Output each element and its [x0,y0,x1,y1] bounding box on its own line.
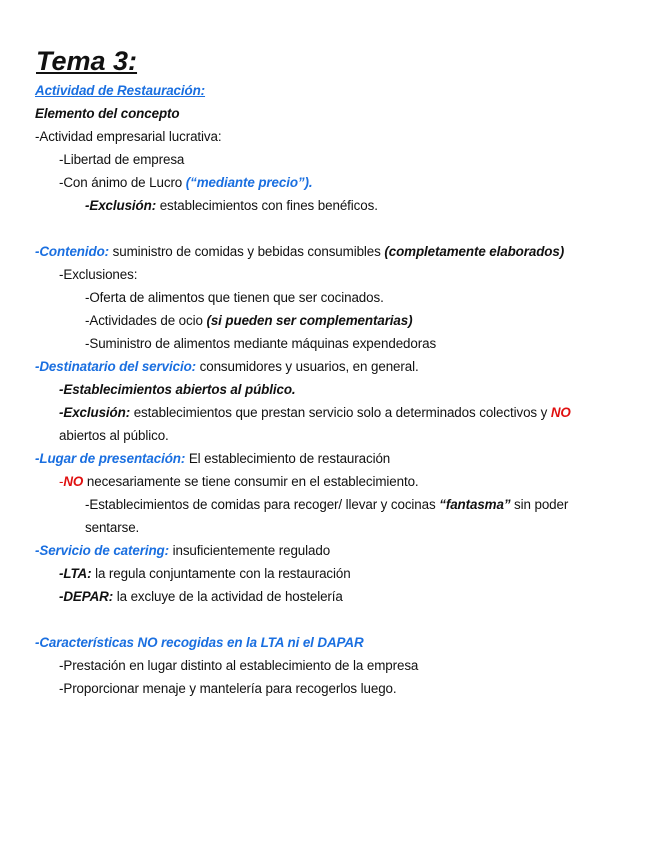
lta-line [59,565,351,582]
section-heading: Actividad de Restauración: [35,83,206,98]
lucro-line [59,174,313,191]
catering-text: insuficientemente regulado [168,543,331,558]
destinatario-text: consumidores y usuarios, en general. [196,359,419,374]
recoger-text: -Establecimientos de comidas para recoger/ llevar y cocinas [85,497,440,512]
no-word: NO [63,474,84,489]
actividad-line: -Actividad empresarial lucrativa: [35,129,222,144]
exclusiones-line: -Exclusiones: [59,267,138,282]
no-necesariamente-line [59,473,419,490]
no-necesariamente-text: necesariamente se tiene consumir en el establecimiento. [83,474,419,489]
catering-label: -Servicio de catering: [35,543,169,558]
recoger-cont: sentarse. [85,520,140,535]
lugar-label: -Lugar de presentación: [35,451,186,466]
contenido-line [35,243,564,260]
catering-line [35,542,330,559]
lta-text: la regula conjuntamente con la restauración [91,566,351,581]
depar-text: la excluye de la actividad de hostelería [113,589,343,604]
recoger-tail: sin poder [510,497,569,512]
fantasma-emphasis: “fantasma” [439,497,511,512]
ocio-text: -Actividades de ocio [85,313,207,328]
ocio-line [85,312,412,329]
page-title: Tema 3: [36,46,138,76]
prestacion-line: -Prestación en lugar distinto al establecimiento de la empresa [59,658,419,673]
oferta-line: -Oferta de alimentos que tienen que ser cocinados. [85,290,384,305]
destinatario-label: -Destinatario del servicio: [35,359,197,374]
exclusion2-no: NO [550,405,571,420]
exclusion-text: establecimientos con fines benéficos. [156,198,378,213]
concept-heading: Elemento del concepto [35,106,180,121]
ocio-emphasis: (si pueden ser complementarias) [206,313,413,328]
suministro-line: -Suministro de alimentos mediante máquinas expendedoras [85,336,437,351]
lugar-line [35,450,390,467]
recoger-line [85,496,568,513]
exclusion-colectivos-line [59,404,571,421]
exclusion2-text: establecimientos que prestan servicio solo a determinados colectivos y [130,405,551,420]
exclusion-colectivos-cont: abiertos al público. [59,428,169,443]
lucro-text: -Con ánimo de Lucro [59,175,186,190]
establecimientos-abiertos-line: -Establecimientos abiertos al público. [59,382,296,397]
exclusion-label: -Exclusión: [85,198,157,213]
contenido-text: suministro de comidas y bebidas consumibles [109,244,385,259]
contenido-label: -Contenido: [35,244,110,259]
caracteristicas-heading: -Características NO recogidas en la LTA ni el DAPAR [35,635,364,650]
exclusion2-label: -Exclusión: [59,405,131,420]
contenido-emphasis: (completamente elaborados) [384,244,565,259]
no-dash: - [59,474,64,489]
lugar-text: El establecimiento de restauración [185,451,391,466]
exclusion-benefic-line [85,197,378,214]
libertad-line: -Libertad de empresa [59,152,185,167]
depar-line [59,588,343,605]
depar-label: -DEPAR: [59,589,114,604]
destinatario-line [35,358,419,375]
lucro-emphasis: (“mediante precio”). [185,175,313,190]
lta-label: -LTA: [59,566,92,581]
menaje-line: -Proporcionar menaje y mantelería para recogerlos luego. [59,681,397,696]
